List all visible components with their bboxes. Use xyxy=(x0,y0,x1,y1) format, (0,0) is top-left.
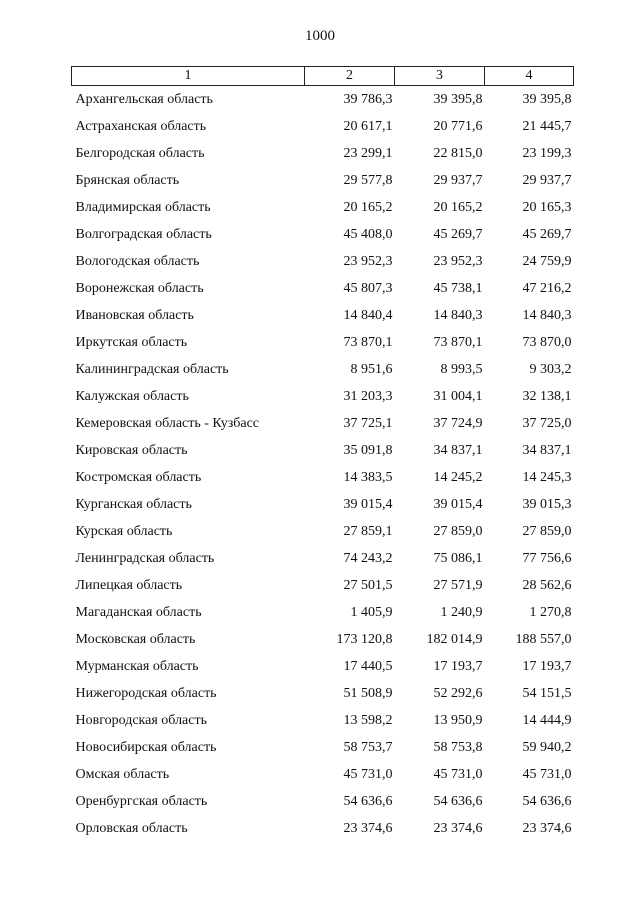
value-cell-col4: 17 193,7 xyxy=(522,658,572,674)
value-cell-col2: 45 807,3 xyxy=(343,280,393,296)
value-cell-col3: 73 870,1 xyxy=(433,334,483,350)
value-cell-col4: 14 245,3 xyxy=(522,469,572,485)
value-cell-col2: 23 374,6 xyxy=(343,820,393,836)
value-cell-col3: 23 374,6 xyxy=(433,820,483,836)
value-cell-col2: 39 786,3 xyxy=(343,91,393,107)
value-cell-col2: 74 243,2 xyxy=(343,550,393,566)
value-cell-col3: 45 269,7 xyxy=(433,226,483,242)
value-cell-col4: 47 216,2 xyxy=(522,280,572,296)
value-cell-col3: 39 015,4 xyxy=(433,496,483,512)
value-cell-col2: 17 440,5 xyxy=(343,658,393,674)
value-cell-col4: 59 940,2 xyxy=(522,739,572,755)
region-name-cell: Нижегородская область xyxy=(75,685,217,701)
table-row xyxy=(72,464,574,491)
value-cell-col4: 29 937,7 xyxy=(522,172,572,188)
table-row xyxy=(72,815,574,842)
value-cell-col2: 45 408,0 xyxy=(343,226,393,242)
value-cell-col3: 45 731,0 xyxy=(433,766,483,782)
data-table xyxy=(71,66,574,842)
region-name-cell: Новосибирская область xyxy=(75,739,217,755)
table-row xyxy=(72,788,574,815)
value-cell-col4: 54 636,6 xyxy=(522,793,572,809)
table-row xyxy=(72,329,574,356)
region-name-cell: Оренбургская область xyxy=(75,793,208,809)
table-header xyxy=(72,67,574,86)
value-cell-col3: 22 815,0 xyxy=(433,145,483,161)
region-name-cell: Брянская область xyxy=(75,172,180,188)
value-cell-col4: 27 859,0 xyxy=(522,523,572,539)
table-row xyxy=(72,545,574,572)
value-cell-col3: 17 193,7 xyxy=(433,658,483,674)
value-cell-col3: 34 837,1 xyxy=(433,442,483,458)
column-header-2: 2 xyxy=(305,67,395,86)
value-cell-col4: 77 756,6 xyxy=(522,550,572,566)
region-name-cell: Воронежская область xyxy=(75,280,204,296)
value-cell-col4: 32 138,1 xyxy=(522,388,572,404)
value-cell-col4: 34 837,1 xyxy=(522,442,572,458)
value-cell-col3: 8 993,5 xyxy=(440,361,483,377)
table-row xyxy=(72,572,574,599)
value-cell-col3: 45 738,1 xyxy=(433,280,483,296)
value-cell-col2: 20 617,1 xyxy=(343,118,393,134)
table-row xyxy=(72,194,574,221)
column-header-4: 4 xyxy=(485,67,574,86)
value-cell-col2: 14 383,5 xyxy=(343,469,393,485)
region-name-cell: Курганская область xyxy=(75,496,192,512)
region-name-cell: Вологодская область xyxy=(75,253,200,269)
value-cell-col4: 9 303,2 xyxy=(529,361,572,377)
value-cell-col3: 27 571,9 xyxy=(433,577,483,593)
value-cell-col3: 39 395,8 xyxy=(433,91,483,107)
table-row xyxy=(72,410,574,437)
value-cell-col4: 188 557,0 xyxy=(515,631,572,647)
region-name-cell: Белгородская область xyxy=(75,145,205,161)
table-row xyxy=(72,680,574,707)
value-cell-col3: 182 014,9 xyxy=(426,631,483,647)
table-row xyxy=(72,761,574,788)
region-name-cell: Липецкая область xyxy=(75,577,183,593)
value-cell-col4: 24 759,9 xyxy=(522,253,572,269)
value-cell-col2: 14 840,4 xyxy=(343,307,393,323)
value-cell-col3: 31 004,1 xyxy=(433,388,483,404)
table-row xyxy=(72,113,574,140)
table-row xyxy=(72,248,574,275)
table-row xyxy=(72,653,574,680)
value-cell-col3: 54 636,6 xyxy=(433,793,483,809)
value-cell-col3: 14 245,2 xyxy=(433,469,483,485)
region-name-cell: Ивановская область xyxy=(75,307,194,323)
value-cell-col2: 23 299,1 xyxy=(343,145,393,161)
region-name-cell: Астраханская область xyxy=(75,118,207,134)
value-cell-col3: 14 840,3 xyxy=(433,307,483,323)
value-cell-col3: 27 859,0 xyxy=(433,523,483,539)
value-cell-col4: 23 374,6 xyxy=(522,820,572,836)
value-cell-col4: 23 199,3 xyxy=(522,145,572,161)
region-name-cell: Ленинградская область xyxy=(75,550,215,566)
region-name-cell: Калужская область xyxy=(75,388,189,404)
table-row xyxy=(72,626,574,653)
region-name-cell: Калининградская область xyxy=(75,361,229,377)
value-cell-col4: 14 840,3 xyxy=(522,307,572,323)
table-row xyxy=(72,599,574,626)
value-cell-col2: 27 501,5 xyxy=(343,577,393,593)
value-cell-col4: 73 870,0 xyxy=(522,334,572,350)
region-name-cell: Орловская область xyxy=(75,820,188,836)
region-name-cell: Магаданская область xyxy=(75,604,202,620)
value-cell-col4: 54 151,5 xyxy=(522,685,572,701)
data-table-container xyxy=(71,66,573,842)
table-row xyxy=(72,275,574,302)
value-cell-col3: 13 950,9 xyxy=(433,712,483,728)
value-cell-col3: 52 292,6 xyxy=(433,685,483,701)
value-cell-col2: 31 203,3 xyxy=(343,388,393,404)
table-body xyxy=(72,86,574,843)
column-header-3: 3 xyxy=(395,67,485,86)
region-name-cell: Владимирская область xyxy=(75,199,211,215)
value-cell-col2: 23 952,3 xyxy=(343,253,393,269)
value-cell-col2: 1 405,9 xyxy=(350,604,393,620)
value-cell-col2: 39 015,4 xyxy=(343,496,393,512)
value-cell-col2: 73 870,1 xyxy=(343,334,393,350)
table-row xyxy=(72,437,574,464)
value-cell-col2: 58 753,7 xyxy=(343,739,393,755)
value-cell-col3: 29 937,7 xyxy=(433,172,483,188)
value-cell-col4: 1 270,8 xyxy=(529,604,572,620)
value-cell-col3: 58 753,8 xyxy=(433,739,483,755)
region-name-cell: Кировская область xyxy=(75,442,188,458)
region-name-cell: Кемеровская область - Кузбасс xyxy=(75,415,260,431)
table-row xyxy=(72,167,574,194)
value-cell-col3: 37 724,9 xyxy=(433,415,483,431)
table-row xyxy=(72,707,574,734)
page-number: 1000 xyxy=(305,28,335,44)
region-name-cell: Московская область xyxy=(75,631,196,647)
value-cell-col3: 20 165,2 xyxy=(433,199,483,215)
value-cell-col4: 39 015,3 xyxy=(522,496,572,512)
column-header-1: 1 xyxy=(72,67,305,86)
header-row xyxy=(72,67,574,86)
region-name-cell: Омская область xyxy=(75,766,170,782)
value-cell-col2: 35 091,8 xyxy=(343,442,393,458)
region-name-cell: Костромская область xyxy=(75,469,202,485)
value-cell-col4: 28 562,6 xyxy=(522,577,572,593)
value-cell-col3: 1 240,9 xyxy=(440,604,483,620)
table-row xyxy=(72,140,574,167)
value-cell-col4: 21 445,7 xyxy=(522,118,572,134)
value-cell-col2: 8 951,6 xyxy=(350,361,393,377)
region-name-cell: Мурманская область xyxy=(75,658,199,674)
value-cell-col2: 45 731,0 xyxy=(343,766,393,782)
value-cell-col3: 75 086,1 xyxy=(433,550,483,566)
table-row xyxy=(72,383,574,410)
region-name-cell: Иркутская область xyxy=(75,334,188,350)
table-row xyxy=(72,734,574,761)
table-row xyxy=(72,491,574,518)
value-cell-col3: 20 771,6 xyxy=(433,118,483,134)
region-name-cell: Архангельская область xyxy=(75,91,213,107)
region-name-cell: Курская область xyxy=(75,523,173,539)
value-cell-col3: 23 952,3 xyxy=(433,253,483,269)
value-cell-col2: 29 577,8 xyxy=(343,172,393,188)
table-row xyxy=(72,221,574,248)
value-cell-col4: 45 731,0 xyxy=(522,766,572,782)
table-row xyxy=(72,86,574,114)
value-cell-col2: 173 120,8 xyxy=(336,631,393,647)
value-cell-col2: 37 725,1 xyxy=(343,415,393,431)
value-cell-col4: 20 165,3 xyxy=(522,199,572,215)
table-row xyxy=(72,356,574,383)
value-cell-col2: 13 598,2 xyxy=(343,712,393,728)
table-row xyxy=(72,302,574,329)
value-cell-col2: 27 859,1 xyxy=(343,523,393,539)
value-cell-col2: 54 636,6 xyxy=(343,793,393,809)
value-cell-col4: 45 269,7 xyxy=(522,226,572,242)
value-cell-col4: 14 444,9 xyxy=(522,712,572,728)
region-name-cell: Новгородская область xyxy=(75,712,207,728)
value-cell-col4: 39 395,8 xyxy=(522,91,572,107)
value-cell-col4: 37 725,0 xyxy=(522,415,572,431)
value-cell-col2: 20 165,2 xyxy=(343,199,393,215)
table-row xyxy=(72,518,574,545)
value-cell-col2: 51 508,9 xyxy=(343,685,393,701)
region-name-cell: Волгоградская область xyxy=(75,226,212,242)
